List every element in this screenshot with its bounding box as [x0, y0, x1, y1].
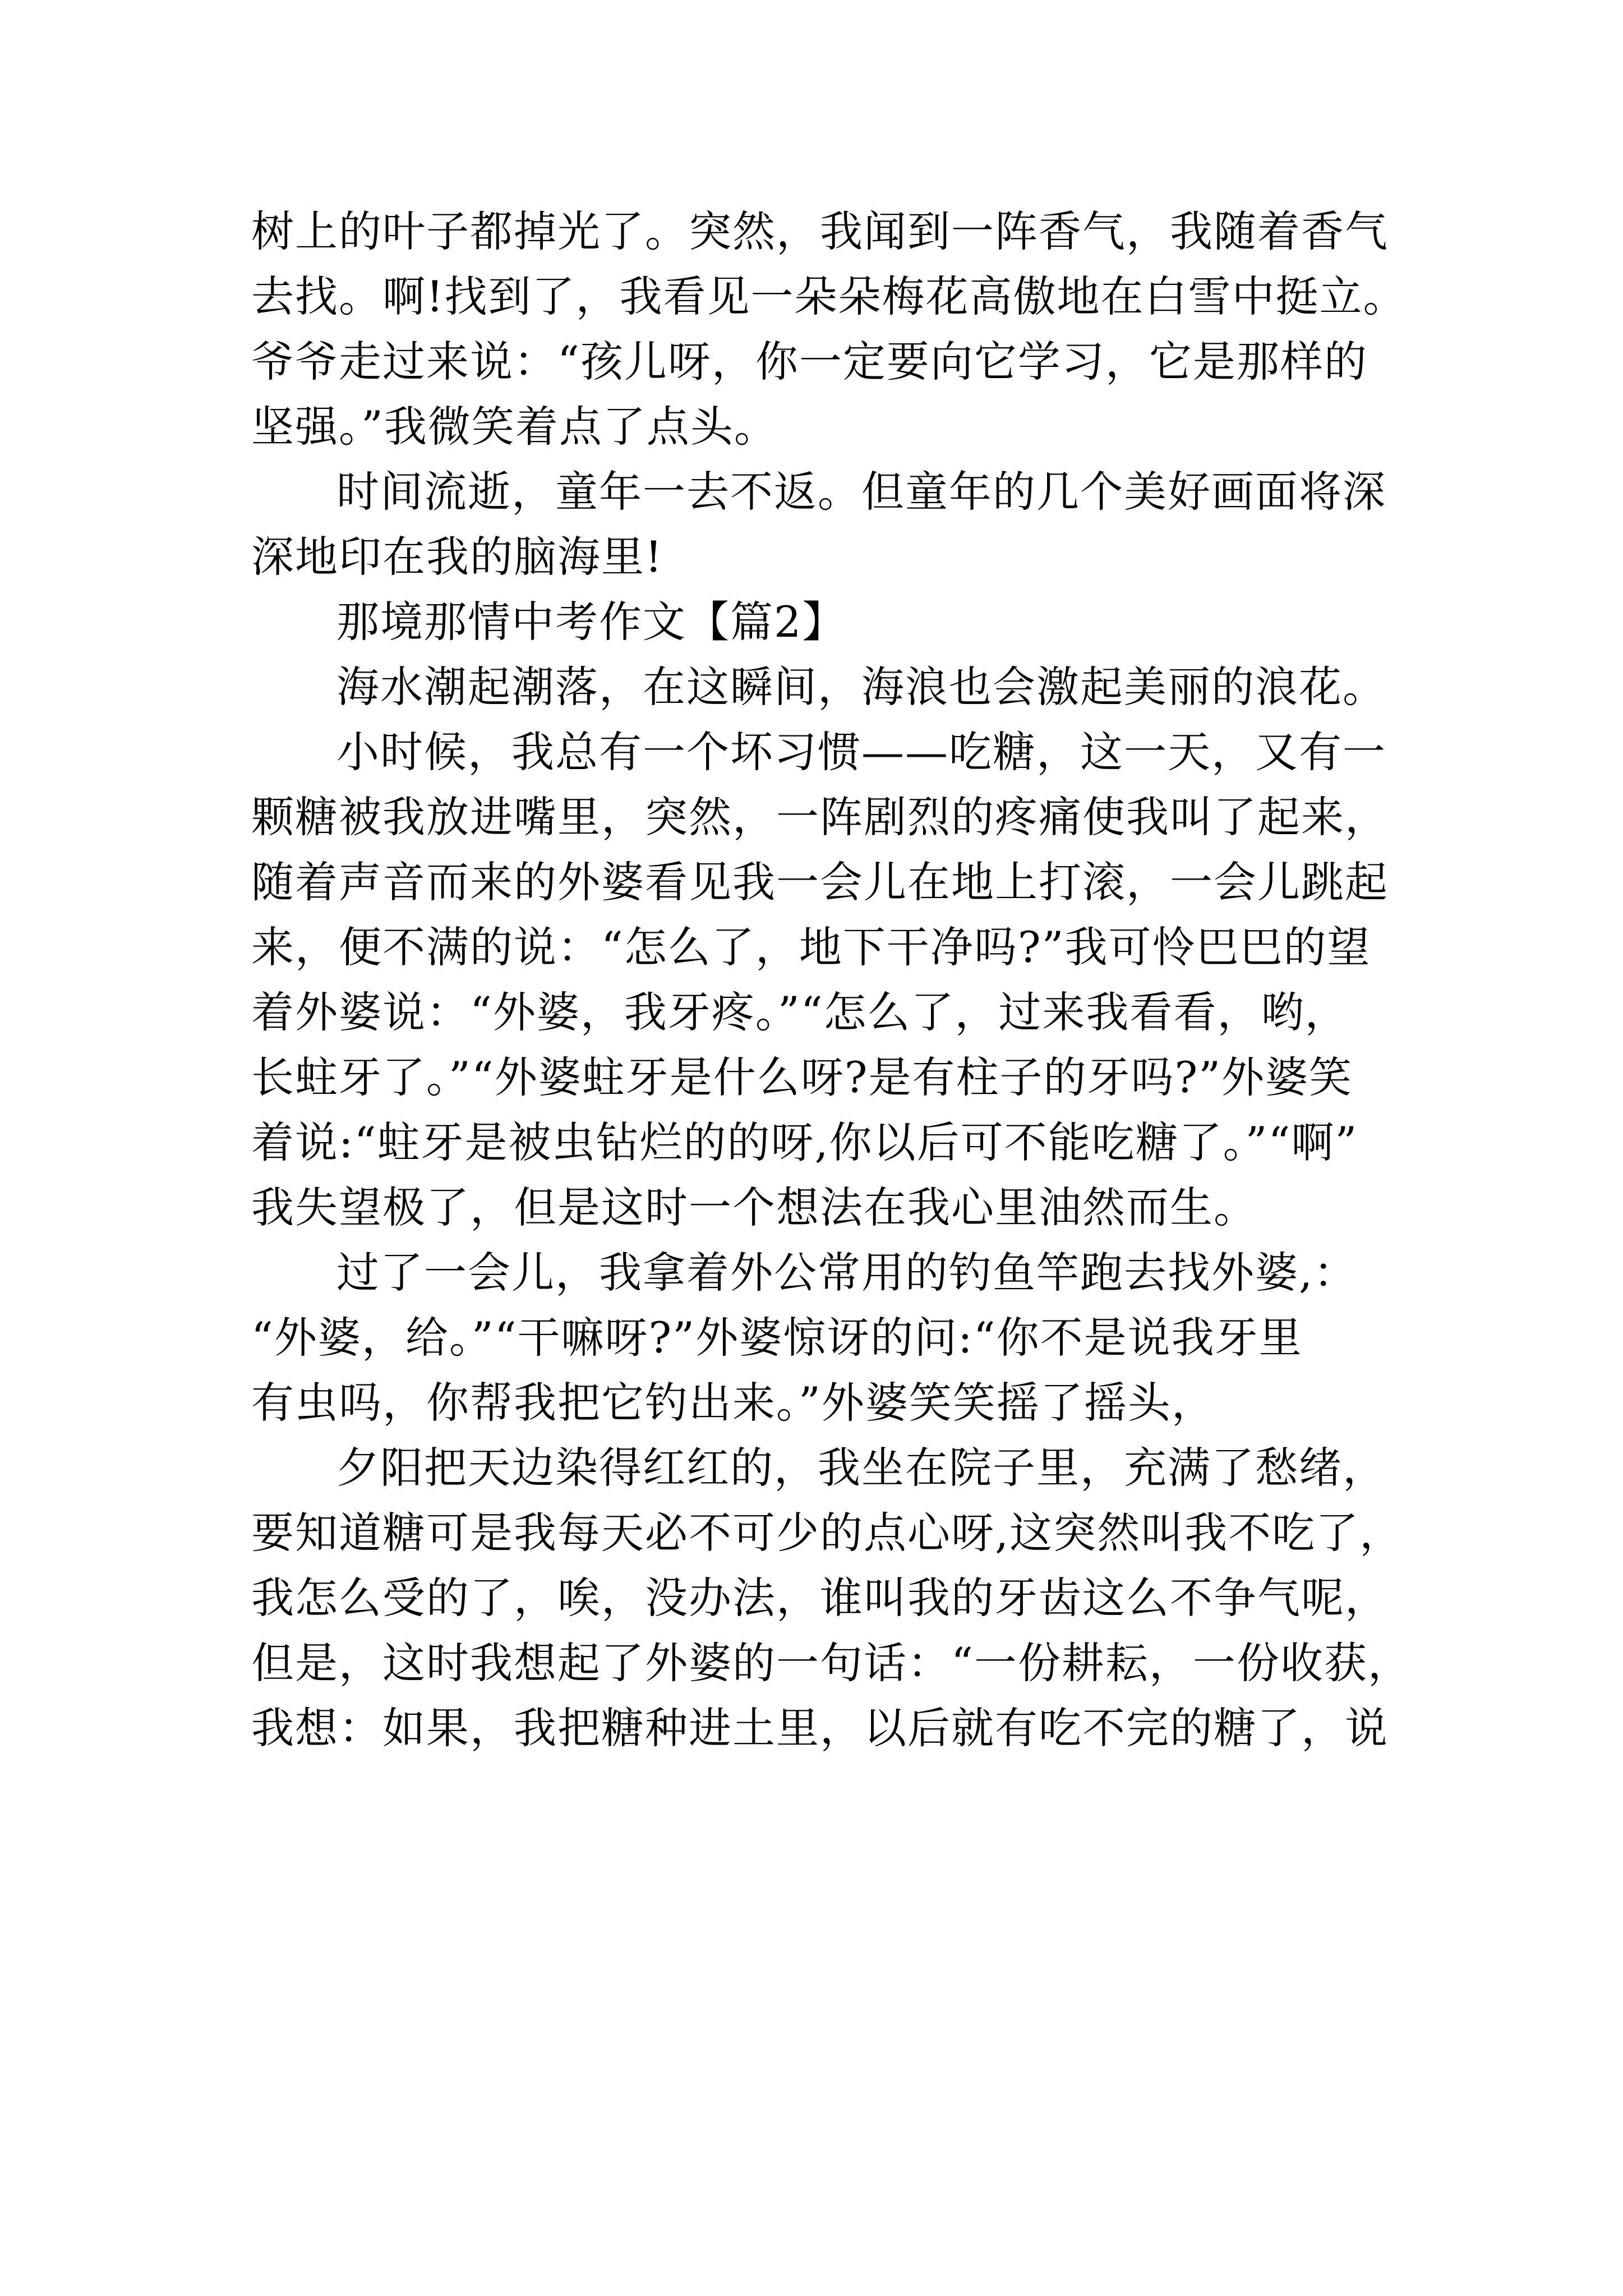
section-heading: 那境那情中考作文【篇2】: [336, 597, 846, 647]
text-line: 有虫吗，你帮我把它钓出来。”外婆笑笑摇了摇头，: [251, 1378, 1215, 1428]
text-line: 我失望极了，但是这时一个想法在我心里油然而生。: [251, 1182, 1257, 1232]
text-line: 我怎么受的了，唉，没办法，谁叫我的牙齿这么不争气呢，: [251, 1573, 1389, 1623]
text-line: 着外婆说：“外婆，我牙疼。”“怎么了，过来我看看，哟，: [251, 987, 1349, 1037]
text-line: 着说:“蛀牙是被虫钻烂的的呀,你以后可不能吃糖了。”“啊”: [251, 1117, 1358, 1167]
text-line: 坚强。”我微笑着点了点头。: [251, 402, 778, 452]
text-line: 随着声音而来的外婆看见我一会儿在地上打滚，一会儿跳起: [251, 857, 1389, 907]
paragraph-start-line: 海水潮起潮落，在这瞬间，海浪也会激起美丽的浪花。: [336, 662, 1386, 712]
paragraph-start-line: 过了一会儿，我拿着外公常用的钓鱼竿跑去找外婆,：: [336, 1248, 1358, 1297]
text-line: 要知道糖可是我每天必不可少的点心呀,这突然叫我不吃了，: [251, 1508, 1404, 1558]
article-body: [251, 199, 1412, 1761]
text-line: 爷爷走过来说：“孩儿呀，你一定要向它学习，它是那样的: [251, 337, 1368, 386]
text-line: 但是，这时我想起了外婆的一句话：“一份耕耘，一份收获，: [251, 1638, 1412, 1688]
text-line: “外婆，给。”“干嘛呀?”外婆惊讶的问:“你不是说我牙里: [251, 1313, 1303, 1363]
text-line: 来，便不满的说：“怎么了，地下干净吗?”我可怜巴巴的望: [251, 922, 1371, 972]
text-line: 长蛀牙了。”“外婆蛀牙是什么呀?是有柱子的牙吗?”外婆笑: [251, 1052, 1353, 1102]
paragraph-start-line: 夕阳把天边染得红红的，我坐在院子里，充满了愁绪，: [336, 1443, 1386, 1493]
text-line: 树上的叶子都掉光了。突然，我闻到一阵香气，我随着香气: [251, 206, 1389, 256]
text-line: 颗糖被我放进嘴里，突然，一阵剧烈的疼痛使我叫了起来，: [251, 792, 1389, 842]
text-line: 去找。啊!找到了，我看见一朵朵梅花高傲地在白雪中挺立。: [251, 272, 1407, 321]
text-line: 我想：如果，我把糖种进土里，以后就有吃不完的糖了，说: [251, 1703, 1389, 1753]
paragraph-start-line: 小时候，我总有一个坏习惯——吃糖，这一天，又有一: [336, 727, 1386, 777]
text-line: 深地印在我的脑海里!: [251, 532, 663, 582]
paragraph-start-line: 时间流逝，童年一去不返。但童年的几个美好画面将深: [336, 467, 1386, 517]
